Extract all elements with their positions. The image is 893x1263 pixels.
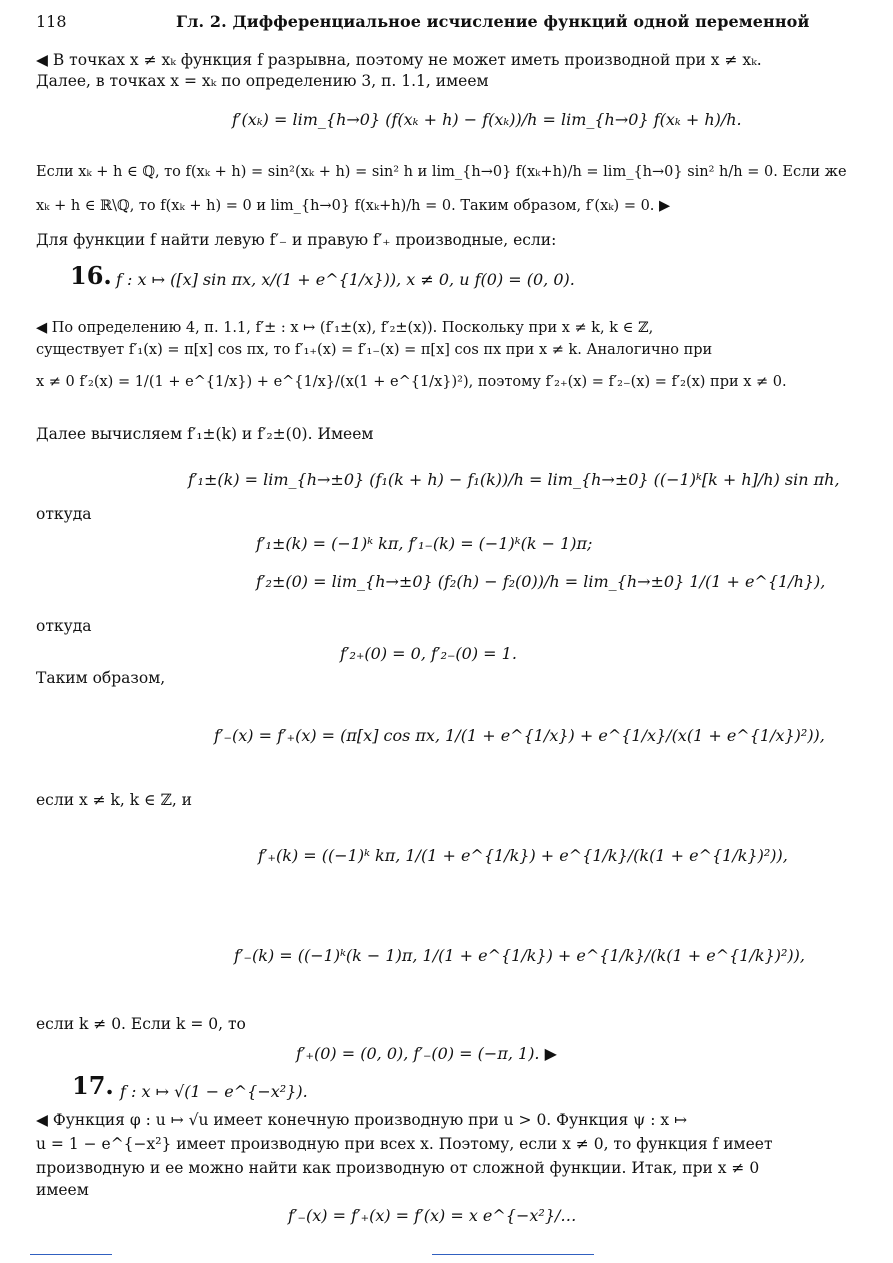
page-number: 118: [36, 12, 67, 31]
formula-left-derivative-k: f′₋(k) = ((−1)ᵏ(k − 1)π, 1/(1 + e^{1/k}) + e^{1/k}/(k(1 + e^{1/k})²)),: [234, 946, 805, 965]
text-line-9: Далее вычисляем f′₁±(k) и f′₂±(0). Имеем: [36, 425, 374, 443]
problem-17-number: 17.: [72, 1071, 114, 1100]
problem-16-statement: f : x ↦ ([x] sin πx, x/(1 + e^{1/x})), x ≠ 0, и f(0) = (0, 0).: [116, 270, 575, 289]
formula-f1-result: f′₁±(k) = (−1)ᵏ kπ, f′₁₋(k) = (−1)ᵏ(k − 1)π;: [256, 534, 593, 553]
problem-17-statement: f : x ↦ √(1 − e^{−x²}).: [120, 1082, 308, 1101]
footer-link-left[interactable]: [30, 1254, 112, 1255]
text-line-3: Если xₖ + h ∈ ℚ, то f(xₖ + h) = sin²(xₖ + h) = sin² h и lim_{h→0} f(xₖ+h)/h = lim_{h→0} sin² h/h = 0. Если же: [36, 164, 847, 180]
formula-derivative-zero: f′₊(0) = (0, 0), f′₋(0) = (−π, 1). ▶: [296, 1044, 557, 1063]
text-line-15: ◀ Функция φ : u ↦ √u имеет конечную производную при u > 0. Функция ψ : x ↦: [36, 1111, 688, 1129]
text-line-1: ◀ В точках x ≠ xₖ функция f разрывна, поэтому не может иметь производной при x ≠ xₖ.: [36, 51, 762, 69]
text-line-11: откуда: [36, 617, 92, 635]
text-line-12: Таким образом,: [36, 669, 166, 687]
formula-derivative-x: f′₋(x) = f′₊(x) = (π[x] cos πx, 1/(1 + e^{1/x}) + e^{1/x}/(x(1 + e^{1/x})²)),: [214, 726, 825, 745]
formula-limit-f1: f′₁±(k) = lim_{h→±0} (f₁(k + h) − f₁(k))/h = lim_{h→±0} ((−1)ᵏ[k + h]/h) sin πh,: [188, 470, 840, 489]
formula-right-derivative-k: f′₊(k) = ((−1)ᵏ kπ, 1/(1 + e^{1/k}) + e^{1/k}/(k(1 + e^{1/k})²)),: [258, 846, 788, 865]
text-line-8: x ≠ 0 f′₂(x) = 1/(1 + e^{1/x}) + e^{1/x}/(x(1 + e^{1/x})²), поэтому f′₂₊(x) = f′₂₋(x) = f′₂(x) при x ≠ 0.: [36, 374, 787, 390]
formula-derivative-xk: f′(xₖ) = lim_{h→0} (f(xₖ + h) − f(xₖ))/h = lim_{h→0} f(xₖ + h)/h.: [232, 110, 742, 129]
text-line-13: если x ≠ k, k ∈ ℤ, и: [36, 791, 193, 809]
text-line-7: существует f′₁(x) = π[x] cos πx, то f′₁₊(x) = f′₁₋(x) = π[x] cos πx при x ≠ k. Аналогично при: [36, 342, 713, 358]
formula-limit-f2: f′₂±(0) = lim_{h→±0} (f₂(h) − f₂(0))/h = lim_{h→±0} 1/(1 + e^{1/h}),: [256, 572, 826, 591]
text-line-16: u = 1 − e^{−x²} имеет производную при всех x. Поэтому, если x ≠ 0, то функция f имеет: [36, 1135, 773, 1153]
problem-16-number: 16.: [70, 261, 112, 290]
text-line-4: xₖ + h ∈ ℝ\ℚ, то f(xₖ + h) = 0 и lim_{h→0} f(xₖ+h)/h = 0. Таким образом, f′(xₖ) = 0. ▶: [36, 198, 671, 214]
text-line-10: откуда: [36, 505, 92, 523]
footer-link-center[interactable]: [432, 1254, 594, 1255]
text-line-18: имеем: [36, 1181, 89, 1199]
text-line-6: ◀ По определению 4, п. 1.1, f′± : x ↦ (f′₁±(x), f′₂±(x)). Поскольку при x ≠ k, k ∈ ℤ,: [36, 320, 654, 336]
text-line-2: Далее, в точках x = xₖ по определению 3, п. 1.1, имеем: [36, 72, 489, 90]
text-line-17: производную и ее можно найти как производную от сложной функции. Итак, при x ≠ 0: [36, 1159, 760, 1177]
page-header: [36, 8, 856, 34]
text-line-14: если k ≠ 0. Если k = 0, то: [36, 1015, 246, 1033]
running-title: Гл. 2. Дифференциальное исчисление функций одной переменной: [176, 12, 810, 31]
text-line-5: Для функции f найти левую f′₋ и правую f′₊ производные, если:: [36, 231, 557, 249]
formula-derivative-f: f′₋(x) = f′₊(x) = f′(x) = x e^{−x²}/…: [288, 1206, 577, 1225]
formula-f2-result: f′₂₊(0) = 0, f′₂₋(0) = 1.: [340, 644, 517, 663]
